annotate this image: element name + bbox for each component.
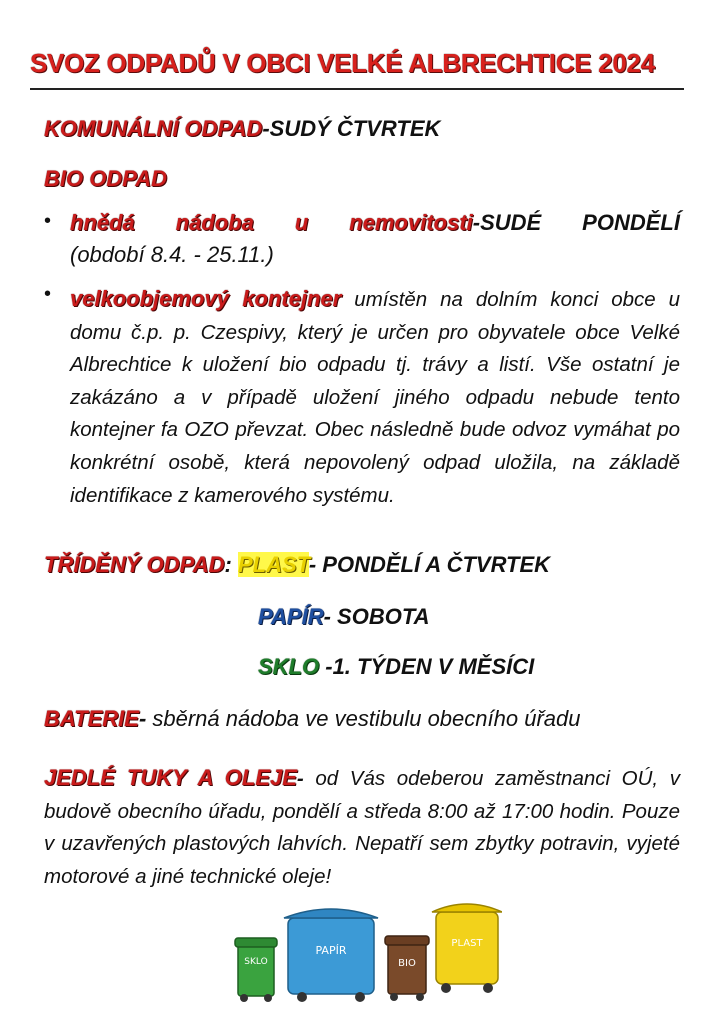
sklo-line bbox=[258, 654, 534, 680]
bio-bullet-1-label-end bbox=[349, 210, 541, 236]
komunalni-line bbox=[44, 116, 440, 142]
papir-bin-label: PAPÍR bbox=[315, 944, 347, 957]
bio-bin-label: BIO bbox=[398, 958, 416, 969]
komunalni-label: KOMUNÁLNÍ ODPAD bbox=[44, 116, 263, 141]
bio-bullet-2-label: velkoobjemový kontejner bbox=[70, 286, 342, 311]
plast-highlight bbox=[238, 552, 309, 577]
papir-line bbox=[258, 604, 430, 630]
plast-value: - PONDĚLÍ A ČTVRTEK bbox=[308, 552, 551, 577]
jedle-text: od Vás odeberou zaměstnanci OÚ, v budově obecního úřadu, pondělí a středa 8:00 až 17:00 hodin. Pouze v uzavřených plastových lahvích. Nepatří sem zbytky potravin, vyjeté motorové a jiné technické oleje! bbox=[44, 767, 680, 888]
papir-value: - SOBOTA bbox=[323, 604, 430, 629]
bio-bullet-2-text: umístěn na dolním konci obce u domu č.p. p. Czespivy, který je určen pro obyvatele obce Velké Albrechtice k uložení bio odpadu tj. trávy a listí. Vše ostatní je zakázáno a v případě uložení jiného odpadu nebude tento kontejner fa OZO převzat. Obec následně bude odvoz vymáhat po konkrétní osobě, která nepovolený odpad uložila, na základě identifikace z kamerového systému. bbox=[70, 288, 680, 507]
plast-bin-label: PLAST bbox=[451, 938, 483, 949]
komunalni-value: -SUDÝ ČTVRTEK bbox=[262, 116, 441, 141]
sklo-value: -1. TÝDEN V MĚSÍCI bbox=[319, 654, 535, 679]
papir-label: PAPÍR bbox=[258, 604, 324, 629]
plast-bin-icon bbox=[432, 904, 502, 993]
bullet-dot-icon: • bbox=[44, 210, 52, 232]
bio-bullet-1-word: hnědá bbox=[70, 210, 135, 235]
page-title: SVOZ ODPADŮ V OBCI VELKÉ ALBRECHTICE 2024 bbox=[30, 48, 655, 78]
jedle-label: JEDLÉ TUKY A OLEJE bbox=[44, 765, 297, 790]
plast-label: PLAST bbox=[237, 552, 309, 577]
baterie-text: sběrná nádoba ve vestibulu obecního úřadu bbox=[146, 706, 581, 731]
baterie-dash: - bbox=[138, 706, 147, 731]
sklo-bin-label: SKLO bbox=[244, 957, 268, 967]
sklo-bin-icon bbox=[235, 938, 277, 1002]
baterie-line bbox=[44, 706, 580, 732]
title-underline bbox=[30, 88, 684, 90]
bio-bullet-1-note: (období 8.4. - 25.11.) bbox=[70, 242, 274, 267]
trideny-colon: : bbox=[224, 552, 232, 577]
bullet-dot-icon: • bbox=[44, 283, 52, 305]
bio-bullet-1-word: u bbox=[294, 210, 309, 235]
baterie-label: BATERIE bbox=[44, 706, 139, 731]
bio-bullet-2-paragraph bbox=[70, 283, 680, 512]
trideny-line bbox=[44, 552, 550, 578]
bio-heading bbox=[44, 166, 167, 192]
jedle-paragraph bbox=[44, 762, 680, 893]
bio-bin-icon bbox=[385, 936, 429, 1001]
bio-heading-label: BIO ODPAD bbox=[44, 166, 168, 191]
bio-bullet-1-main bbox=[70, 210, 680, 236]
sklo-label: SKLO bbox=[258, 654, 320, 679]
jedle-dash: - bbox=[296, 767, 304, 790]
bio-bullet-1-word: nádoba bbox=[175, 210, 254, 235]
waste-bins-illustration bbox=[232, 896, 502, 1006]
bio-bullet-1-value: -SUDÉ bbox=[472, 210, 542, 235]
trideny-label: TŘÍDĚNÝ ODPAD bbox=[44, 552, 225, 577]
papir-bin-icon bbox=[284, 909, 378, 1002]
bio-bullet-1-value-day: PONDĚLÍ bbox=[582, 210, 680, 235]
bio-bullet-1-word: nemovitosti bbox=[349, 210, 473, 235]
